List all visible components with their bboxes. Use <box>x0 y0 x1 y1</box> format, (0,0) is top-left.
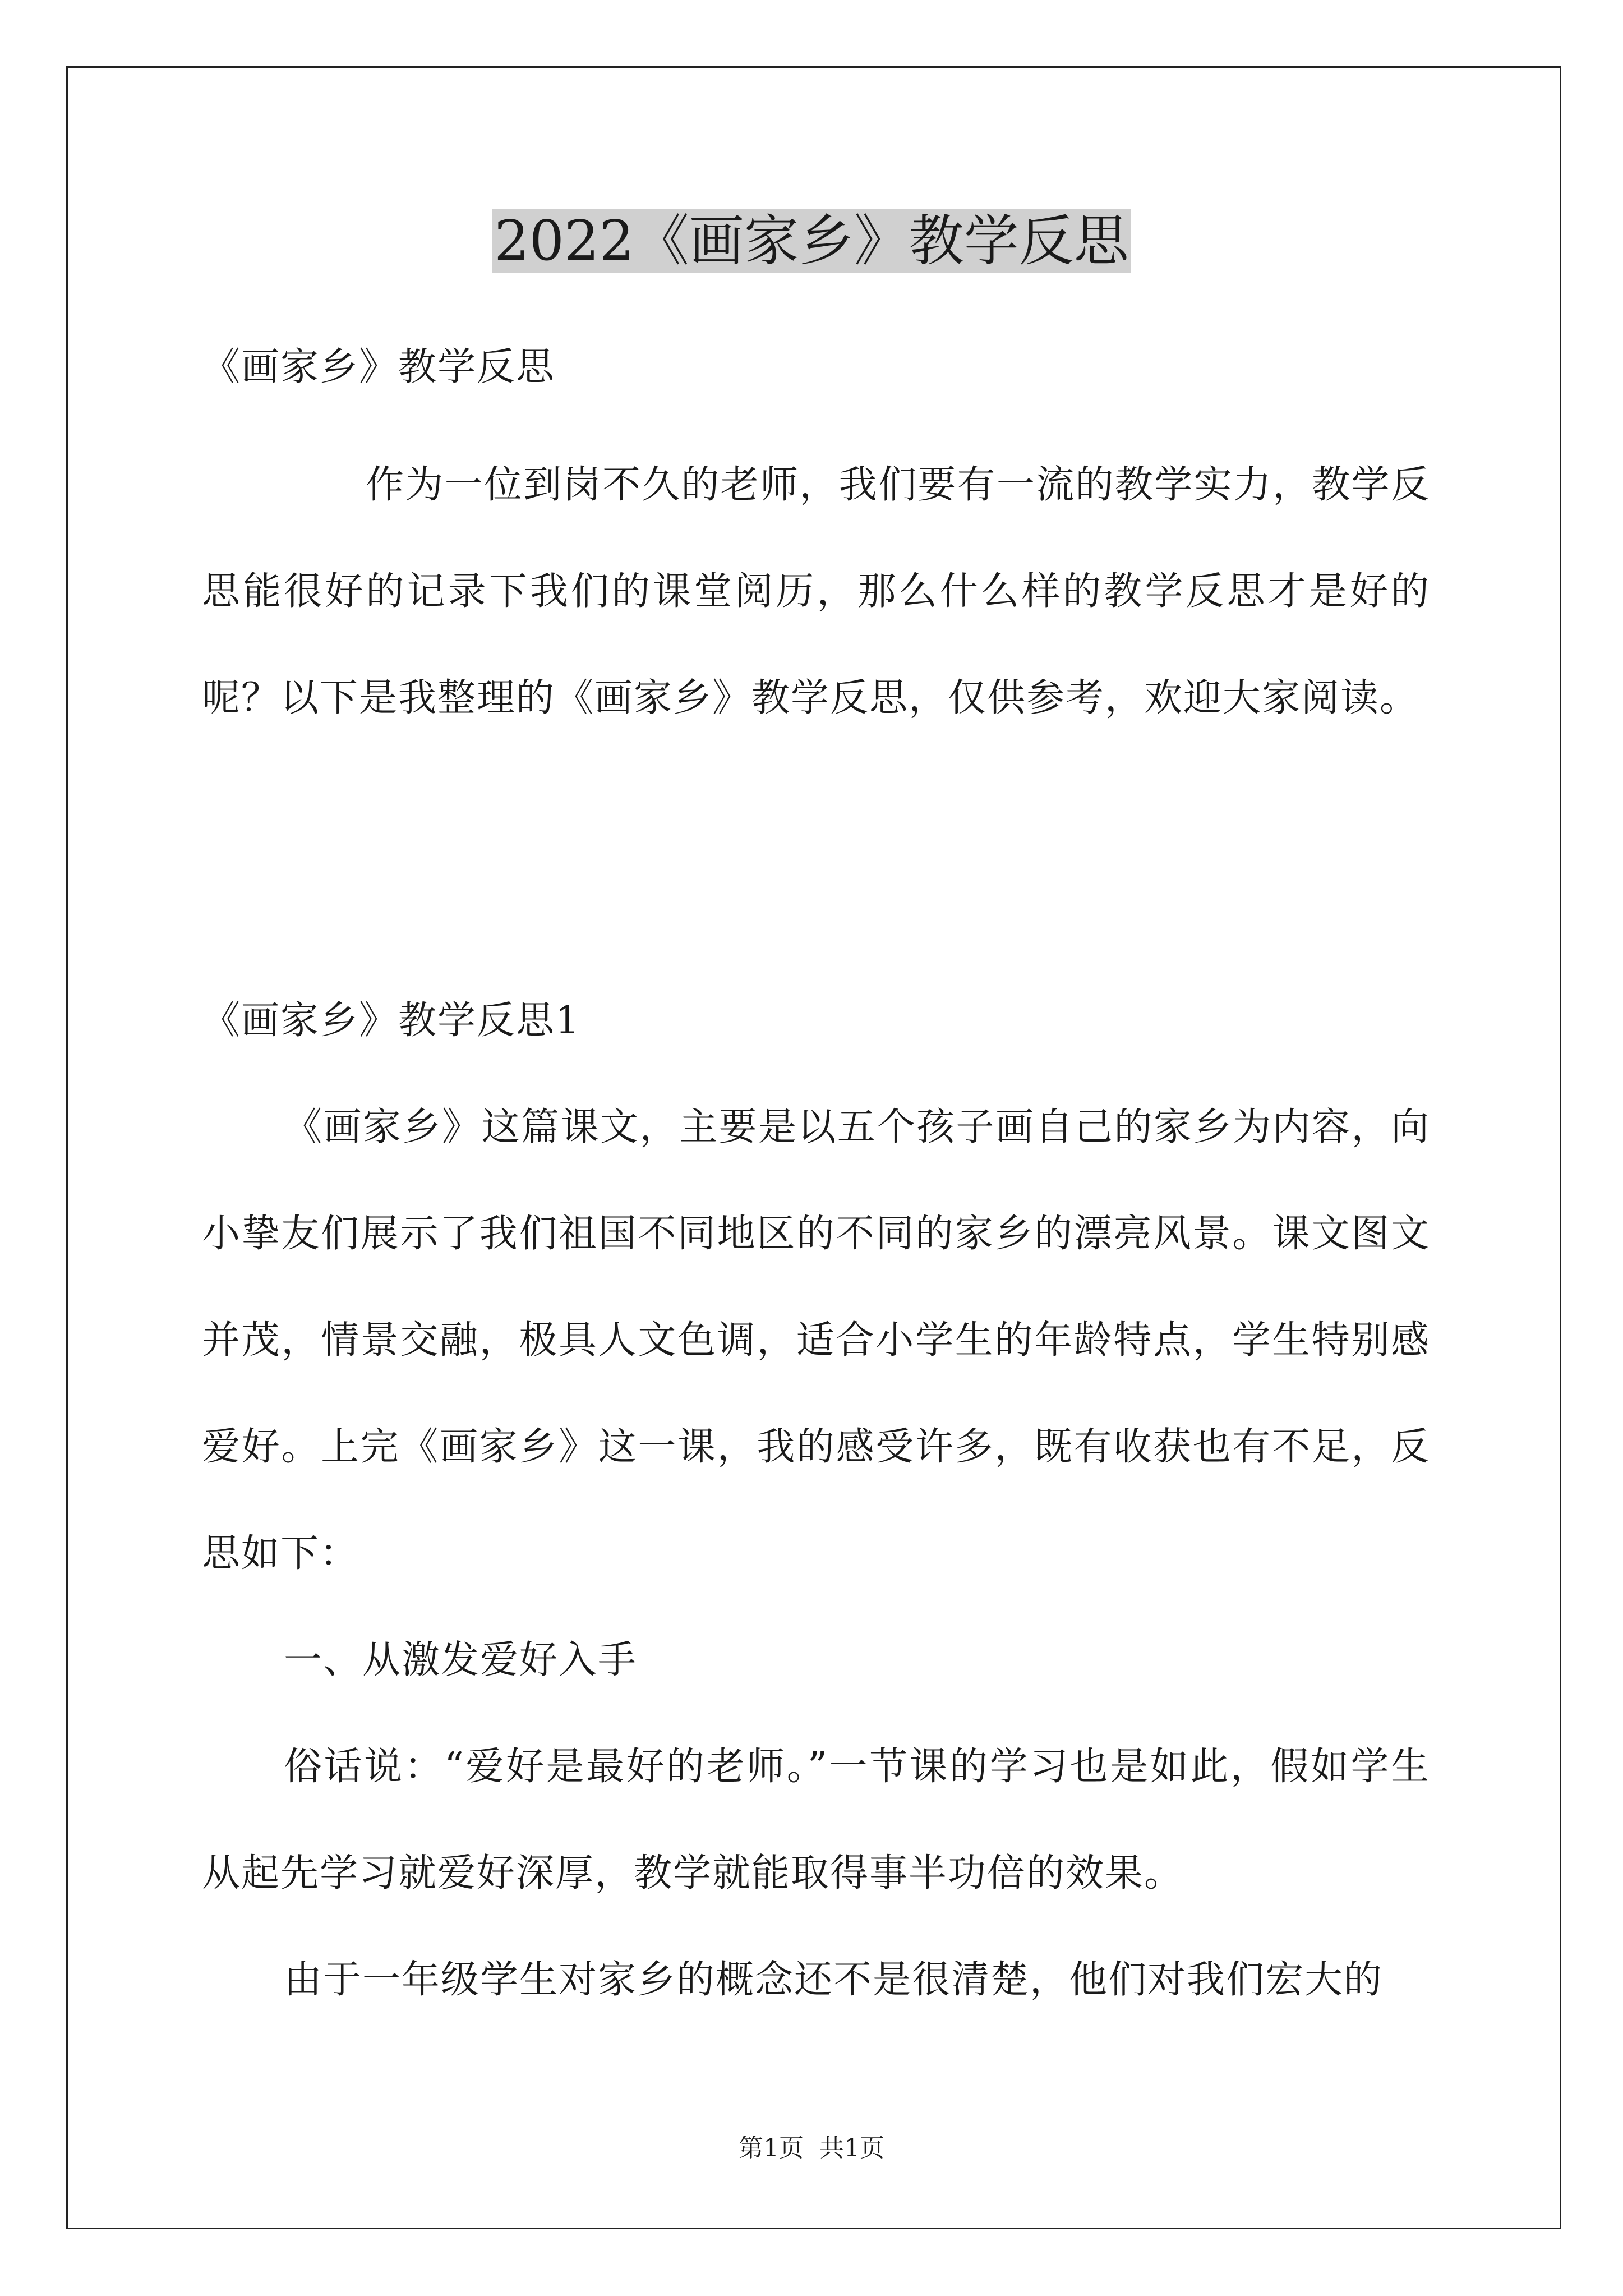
paragraph-3: 由于一年级学生对家乡的概念还不是很清楚，他们对我们宏大的 <box>284 1958 1384 2002</box>
page-total: 共1页 <box>819 2134 884 2162</box>
paragraph-2: 俗话说：“爱好是最好的老师。”一节课的学习也是如此，假如学生从起先学习就爱好深厚，教学就能取得事半功倍的效果。 <box>202 1745 1430 1895</box>
point-1-heading: 一、从激发爱好入手 <box>284 1638 638 1682</box>
document-title: 2022《画家乡》教学反思 <box>0 202 1623 280</box>
subtitle: 《画家乡》教学反思 <box>202 345 556 389</box>
page-footer <box>0 2132 1623 2165</box>
section-heading: 《画家乡》教学反思1 <box>202 999 581 1043</box>
paragraph-1: 《画家乡》这篇课文，主要是以五个孩子画自己的家乡为内容，向小挚友们展示了我们祖国不同地区的不同的家乡的漂亮风景。课文图文并茂，情景交融，极具人文色调，适合小学生的年龄特点，学生特别感爱好。上完《画家乡》这一课，我的感受许多，既有收获也有不足，反思如下： <box>202 1105 1430 1576</box>
page-current: 第1页 <box>739 2134 804 2162</box>
intro-paragraph: 作为一位到岗不久的老师，我们要有一流的教学实力，教学反思能很好的记录下我们的课堂阅历，那么什么样的教学反思才是好的呢？以下是我整理的《画家乡》教学反思，仅供参考，欢迎大家阅读。 <box>202 463 1430 720</box>
